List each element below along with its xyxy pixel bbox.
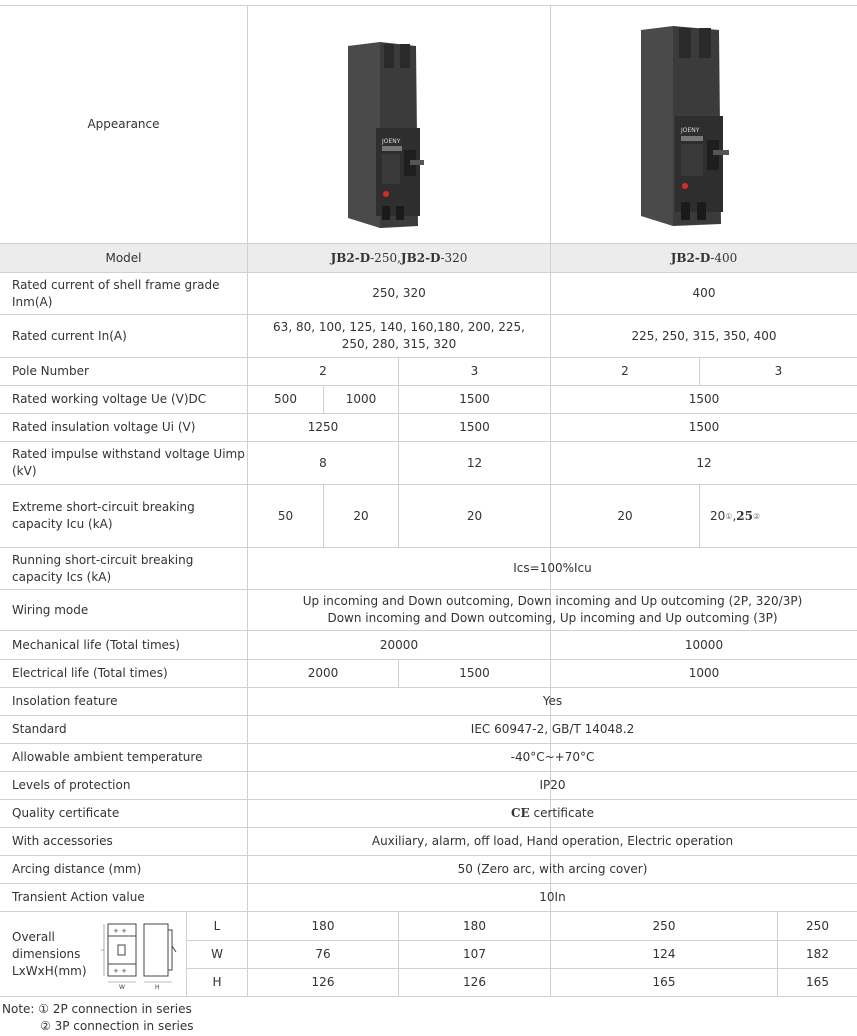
model-bold: JB2-D <box>330 250 371 265</box>
dim-cell: 126 <box>311 975 335 989</box>
note-prefix: Note: <box>2 1002 39 1016</box>
table-border-bottom <box>0 996 857 997</box>
separator: , <box>732 508 737 523</box>
dim-cell: 165 <box>806 975 829 989</box>
row-label: Allowable ambient temperature <box>12 750 203 764</box>
cell: 2 <box>621 364 629 378</box>
row-label: Rated insulation voltage Ui (V) <box>12 420 196 434</box>
wiring-line: Up incoming and Down outcoming, Down incoming and Up outcoming (2P, 320/3P) <box>302 594 803 608</box>
row-label: Rated impulse withstand voltage Uimp (kV) <box>12 447 245 478</box>
diagram-h-label: H <box>155 984 160 990</box>
footnote-marker: ② <box>752 511 761 521</box>
cell: Auxiliary, alarm, off load, Hand operation, Electric operation <box>371 834 734 848</box>
cell: 8 <box>319 455 327 470</box>
cell: -40°C~+70°C <box>510 750 595 764</box>
cell: Yes <box>542 694 563 708</box>
brand-text: JOENY <box>382 138 401 145</box>
dim-cell: 180 <box>311 918 335 933</box>
diagram-w-label: W <box>119 984 125 990</box>
model-label: Model <box>105 250 142 265</box>
row-label: Extreme short-circuit breaking capacity Icu (kA) <box>12 500 195 531</box>
certificate-text: certificate <box>529 806 595 820</box>
cell: 1000 <box>345 392 377 406</box>
dim-cell: 126 <box>463 975 486 989</box>
cell: 225, 250, 315, 350, 400 <box>631 328 777 343</box>
cell: 400 <box>692 286 716 300</box>
note-1 <box>2 1002 192 1016</box>
cell: 63, 80, 100, 125, 140, 160,180, 200, 225, 250, 280, 315, 320 <box>273 320 525 351</box>
product-image-jb2-d-400 <box>633 20 773 230</box>
cell: IEC 60947-2, GB/T 14048.2 <box>470 722 635 736</box>
cell: Ics=100%Icu <box>513 561 592 575</box>
value: 25 <box>736 508 753 523</box>
note-2: ② 3P connection in series <box>40 1019 194 1033</box>
row-label: Rated current of shell frame grade Inm(A) <box>12 277 220 309</box>
row-label: Electrical life (Total times) <box>12 666 168 680</box>
cell-icu-footnoted <box>700 485 857 547</box>
dim-cell: 165 <box>652 975 676 989</box>
svg-text:JOENY: JOENY <box>681 127 700 134</box>
cell: 20000 <box>379 637 419 652</box>
ce-mark: CE <box>510 806 530 820</box>
cell: 10000 <box>684 637 724 652</box>
row-label: Running short-circuit breaking capacity Ics (kA) <box>12 552 194 584</box>
footnote-marker: ① <box>725 511 733 521</box>
wiring-line: Down incoming and Down outcoming, Up incoming and Up outcoming (3P) <box>327 611 778 625</box>
model-jb2-d-400 <box>551 244 857 272</box>
dim-cell: 124 <box>652 947 676 961</box>
cell: 1500 <box>688 420 720 434</box>
cell: 1250 <box>307 420 339 434</box>
cell: 1500 <box>688 392 720 406</box>
model-text: -400 <box>710 250 738 265</box>
row-label: Levels of protection <box>12 778 131 792</box>
row-label: Quality certificate <box>12 806 120 820</box>
cell: 2 <box>319 364 327 378</box>
row-label: Mechanical life (Total times) <box>12 637 180 652</box>
label-line: dimensions <box>12 946 81 961</box>
dimension-diagram-icon <box>100 920 182 990</box>
cell: 12 <box>696 455 712 470</box>
note-text: ① 2P connection in series <box>38 1002 192 1016</box>
model-bold: JB2-D <box>400 250 441 265</box>
dim-cell: 182 <box>806 947 829 961</box>
cell: 1500 <box>459 392 490 406</box>
row-label: Rated working voltage Ue (V)DC <box>12 392 207 406</box>
appearance-label: Appearance <box>87 117 160 131</box>
label-line: Overall <box>12 929 55 944</box>
row-label: Wiring mode <box>12 602 89 617</box>
product-image-jb2-d-250 <box>340 38 470 230</box>
row-label: With accessories <box>12 834 113 848</box>
row-label: Arcing distance (mm) <box>12 862 142 876</box>
cell: 12 <box>466 455 483 470</box>
cell: IP20 <box>539 778 566 792</box>
dim-key-l: L <box>213 918 221 933</box>
cell: 20 <box>466 508 483 523</box>
label-line: LxWxH(mm) <box>12 963 87 978</box>
row-label: Rated current In(A) <box>12 328 127 343</box>
cell: 50 (Zero arc, with arcing cover) <box>457 862 648 876</box>
dim-key-w: W <box>211 947 223 961</box>
cell: 1500 <box>459 666 490 680</box>
row-label: Standard <box>12 722 67 736</box>
model-bold: JB2-D <box>670 250 711 265</box>
dim-cell: 180 <box>463 918 486 933</box>
dimensions-label <box>0 912 100 996</box>
value: 20 <box>710 508 726 523</box>
dim-cell: 107 <box>463 947 486 961</box>
svg-text:+ +: + + <box>113 967 127 975</box>
cell: 1000 <box>688 666 720 680</box>
cell: 10In <box>539 890 566 904</box>
row-label: Pole Number <box>12 364 89 378</box>
row-label: Transient Action value <box>12 890 145 904</box>
cell: 1500 <box>459 420 490 434</box>
model-text: -320 <box>440 250 468 265</box>
model-jb2-d-250-320 <box>248 244 550 272</box>
cell: 3 <box>470 364 479 378</box>
dim-key-h: H <box>212 975 222 989</box>
cell-wiring <box>248 590 857 630</box>
svg-text:+ +: + + <box>113 927 127 935</box>
dim-cell: 76 <box>315 947 331 961</box>
cell: 20 <box>353 508 369 523</box>
cell: 2000 <box>307 666 339 680</box>
cell: 20 <box>617 508 633 523</box>
cell: 50 <box>277 508 294 523</box>
cell-quality-certificate <box>248 800 857 827</box>
dim-cell: 250 <box>652 918 676 933</box>
dim-cell: 250 <box>806 918 829 933</box>
cell: 250, 320 <box>372 286 426 300</box>
model-text: -250, <box>370 250 401 265</box>
cell: 500 <box>274 392 297 406</box>
cell: 3 <box>774 364 783 378</box>
row-label: Insolation feature <box>12 694 118 708</box>
